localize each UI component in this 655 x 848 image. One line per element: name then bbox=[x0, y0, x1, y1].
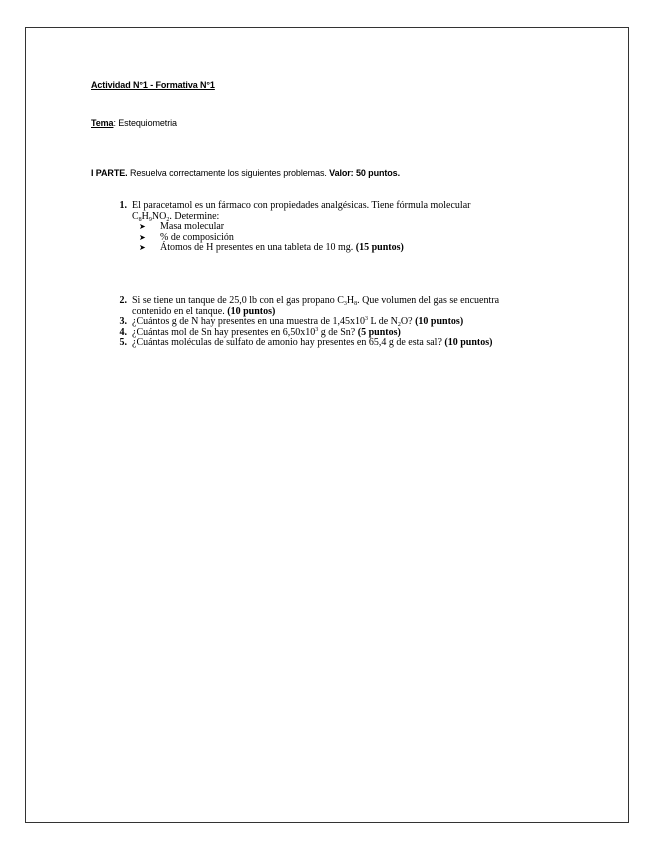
question-text: El paracetamol es un fármaco con propiedades analgésicas. Tiene fórmula molecular bbox=[132, 200, 471, 211]
formula-subscript: 8 bbox=[138, 216, 142, 223]
bullet-text: Masa molecular bbox=[160, 221, 225, 232]
arrowhead-bullet-icon: ➤ bbox=[139, 232, 146, 242]
question-number: 4. bbox=[119, 326, 127, 338]
question-list-part1 bbox=[111, 201, 591, 254]
question-text: ¿Cuántos g de N hay presentes en una muestra de 1,45x10 bbox=[132, 316, 365, 327]
part-text: Resuelva correctamente los siguientes problemas. bbox=[127, 168, 330, 178]
document-title: Actividad N°1 - Formativa N°1 bbox=[91, 80, 215, 90]
question-text: contenido en el tanque. bbox=[132, 305, 228, 317]
question-text: O? bbox=[400, 316, 416, 327]
formula-part: NO bbox=[151, 210, 167, 222]
exponent: 3 bbox=[365, 316, 368, 322]
question-text: . Determine: bbox=[169, 210, 220, 222]
part-value: Valor: 50 puntos. bbox=[329, 168, 400, 178]
formula-subscript: 8 bbox=[354, 301, 358, 307]
topic-separator: : bbox=[113, 118, 119, 128]
arrowhead-bullet-icon: ➤ bbox=[139, 222, 146, 231]
topic-line bbox=[91, 118, 177, 128]
question-1 bbox=[111, 201, 591, 254]
question-number: 5. bbox=[119, 337, 127, 348]
formula-subscript: 9 bbox=[148, 216, 152, 223]
question-text: ¿Cuántas mol de Sn hay presentes en 6,50x10 bbox=[132, 326, 316, 338]
question-number: 1. bbox=[119, 200, 127, 211]
question-text: Si se tiene un tanque de 25,0 lb con el gas propano C bbox=[132, 295, 344, 306]
topic-value: Estequiometria bbox=[118, 118, 177, 128]
arrowhead-bullet-icon: ➤ bbox=[139, 243, 146, 252]
exponent: 3 bbox=[315, 326, 319, 333]
question-text: ¿Cuántas moléculas de sulfato de amonio hay presentes en 65,4 g de esta sal? bbox=[132, 337, 445, 348]
question-text: . Que volumen del gas se encuentra bbox=[357, 295, 500, 306]
question-text: L de N bbox=[368, 316, 398, 327]
question-text: g de Sn? bbox=[318, 326, 358, 338]
part-instructions bbox=[91, 168, 400, 178]
bullet-text: Átomos de H presentes en una tableta de 10 mg. bbox=[160, 242, 356, 253]
points-label: (10 puntos) bbox=[444, 337, 493, 348]
points-label: (5 puntos) bbox=[357, 326, 401, 338]
formula-part: H bbox=[346, 295, 355, 306]
question-list-part2 bbox=[111, 296, 591, 349]
bullet-text: % de composición bbox=[160, 231, 234, 243]
document-page bbox=[25, 27, 629, 823]
bullet-item bbox=[132, 243, 591, 254]
points-label: (10 puntos) bbox=[227, 305, 276, 317]
points-label: (10 puntos) bbox=[415, 316, 464, 327]
question-5 bbox=[111, 338, 591, 349]
points-label: (15 puntos) bbox=[355, 242, 404, 253]
formula-subscript: 2 bbox=[397, 322, 401, 328]
formula-subscript: 2 bbox=[166, 216, 170, 223]
question-number: 3. bbox=[119, 316, 127, 327]
formula-part: H bbox=[141, 210, 149, 222]
part-label: I PARTE. bbox=[91, 168, 128, 178]
formula-subscript: 3 bbox=[343, 301, 347, 307]
formula-part: C bbox=[132, 210, 139, 222]
question-2 bbox=[111, 296, 591, 317]
question-5-text bbox=[132, 338, 591, 349]
topic-label: Tema bbox=[91, 118, 114, 128]
question-number: 2. bbox=[119, 295, 127, 306]
